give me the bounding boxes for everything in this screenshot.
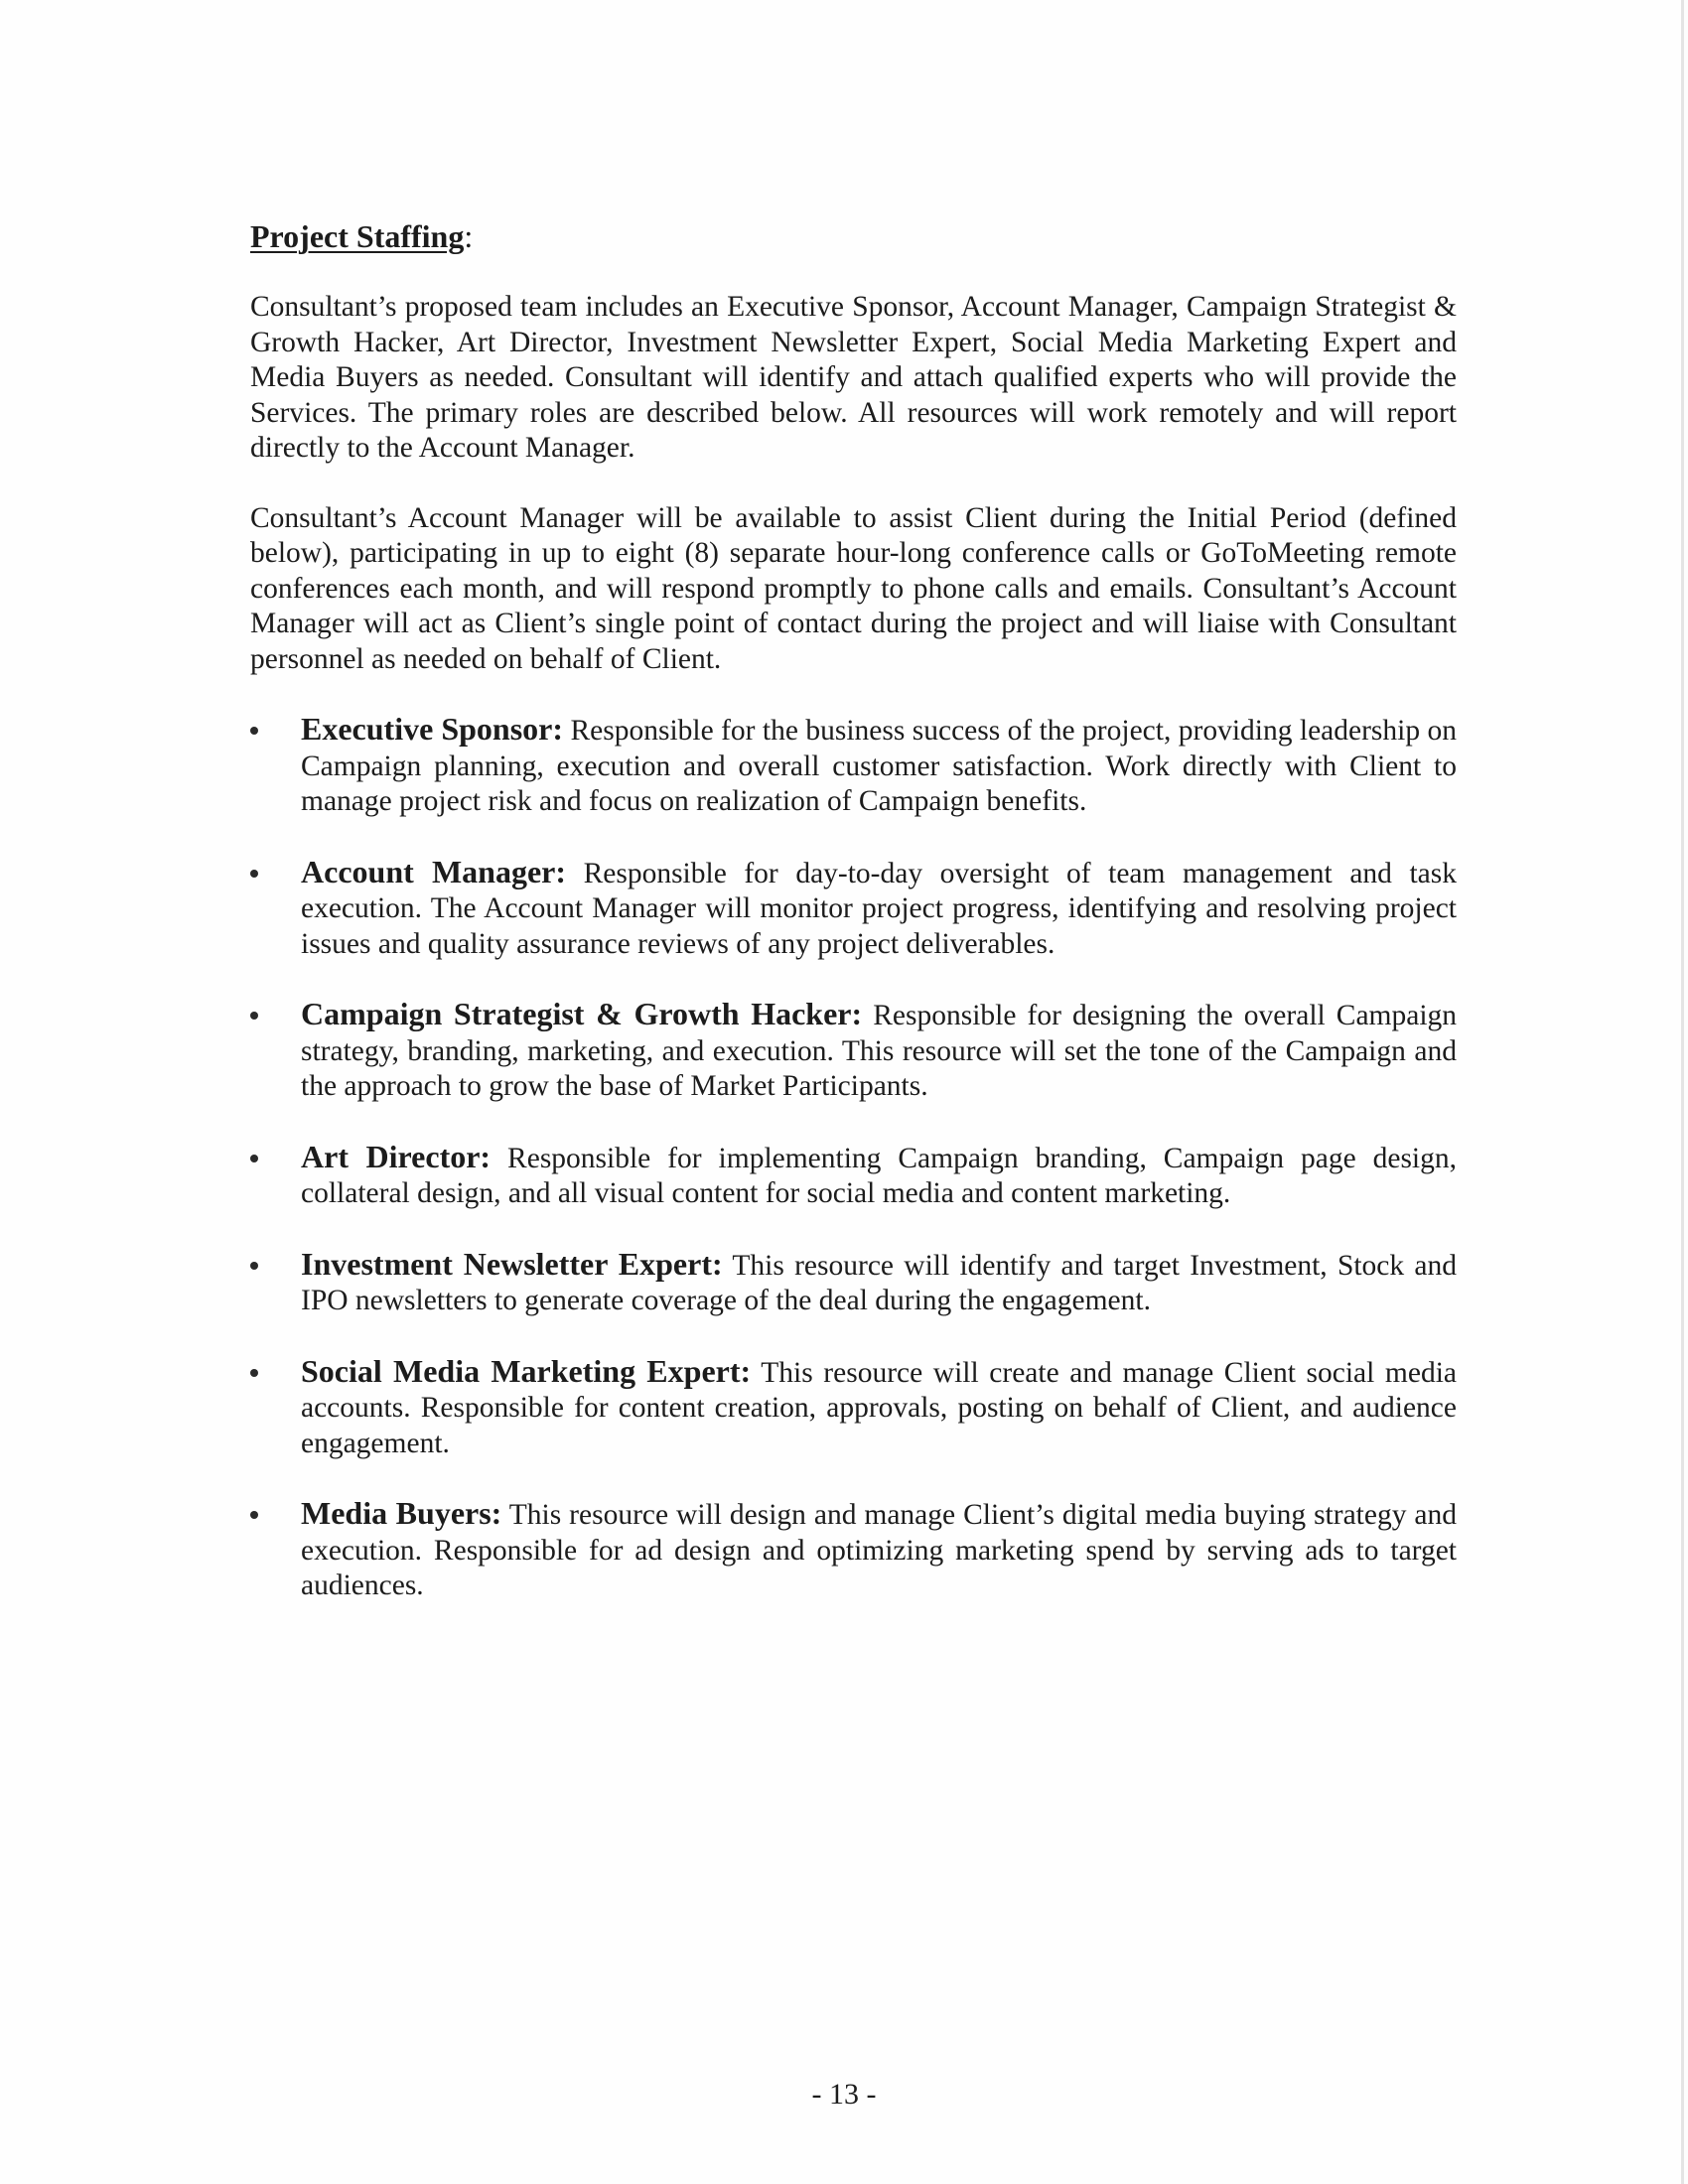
role-description: Responsible for day-to-day oversight of team management and task execution. The Account Manager will monitor project progress, identifying and resolving project issues and quality assurance reviews of any project deliverables. — [301, 857, 1457, 960]
section-heading-text: Project Staffing — [250, 218, 465, 254]
role-description: Responsible for the business success of the project, providing leadership on Campaign planning, execution and overall customer satisfaction. Work directly with Client to manage project risk and focus on realization of Campaign benefits. — [301, 715, 1458, 817]
role-description: This resource will identify and target Investment, Stock and IPO newsletters to generate coverage of the deal during the engagement. — [301, 1249, 1458, 1316]
bullet-icon — [250, 1262, 258, 1270]
role-title: Account Manager: — [301, 853, 567, 889]
role-account-manager — [250, 855, 1457, 963]
role-description: This resource will design and manage Client’s digital media buying strategy and execution. Responsible for ad design and optimizing marketing spend by serving ads to target audiences. — [301, 1499, 1458, 1601]
role-executive-sponsor — [250, 712, 1457, 820]
role-description: Responsible for designing the overall Campaign strategy, branding, marketing, and execution. This resource will set the tone of the Campaign and the approach to grow the base of Market Participants. — [301, 1000, 1458, 1102]
role-title: Executive Sponsor: — [301, 711, 564, 747]
role-description: Responsible for implementing Campaign branding, Campaign page design, collateral design, and all visual content for social media and content marketing. — [301, 1142, 1458, 1209]
role-title: Investment Newsletter Expert: — [301, 1245, 723, 1282]
role-title: Campaign Strategist & Growth Hacker: — [301, 996, 863, 1031]
role-title: Media Buyers: — [301, 1495, 502, 1531]
bullet-icon — [250, 1369, 258, 1377]
bullet-icon — [250, 1511, 258, 1519]
role-title: Art Director: — [301, 1138, 492, 1174]
role-art-director — [250, 1140, 1457, 1212]
role-social-media-marketing-expert — [250, 1354, 1457, 1462]
role-title: Social Media Marketing Expert: — [301, 1352, 752, 1389]
intro-paragraph: Consultant’s proposed team includes an Executive Sponsor, Account Manager, Campaign Strategist & Growth Hacker, Art Director, Investment Newsletter Expert, Social Media Marketing Expert and Media Buyers as needed. Consultant will identify and attach qualified experts who will provide the Services. The primary roles are described below. All resources will work remotely and will report directly to the Account Manager. — [250, 291, 1457, 464]
role-campaign-strategist — [250, 997, 1457, 1105]
page-content — [250, 216, 1457, 1639]
section-heading — [250, 216, 1457, 256]
account-manager-paragraph: Consultant’s Account Manager will be available to assist Client during the Initial Period (defined below), participating in up to eight (8) separate hour-long conference calls or GoToMeeting remote conferences each month, and will respond promptly to phone calls and emails. Consultant’s Account Manager will act as Client’s single point of contact during the project and will liaise with Consultant personnel as needed on behalf of Client. — [250, 501, 1457, 675]
page-number: - 13 - — [811, 2078, 877, 2111]
section-heading-colon: : — [464, 218, 474, 254]
bullet-icon — [250, 727, 258, 735]
bullet-icon — [250, 1155, 258, 1162]
role-description: This resource will create and manage Client social media accounts. Responsible for content creation, approvals, posting on behalf of Client, and audience engagement. — [301, 1356, 1458, 1459]
role-investment-newsletter-expert — [250, 1247, 1457, 1319]
bullet-icon — [250, 870, 258, 878]
roles-list — [250, 712, 1457, 1604]
bullet-icon — [250, 1012, 258, 1020]
role-media-buyers — [250, 1496, 1457, 1604]
